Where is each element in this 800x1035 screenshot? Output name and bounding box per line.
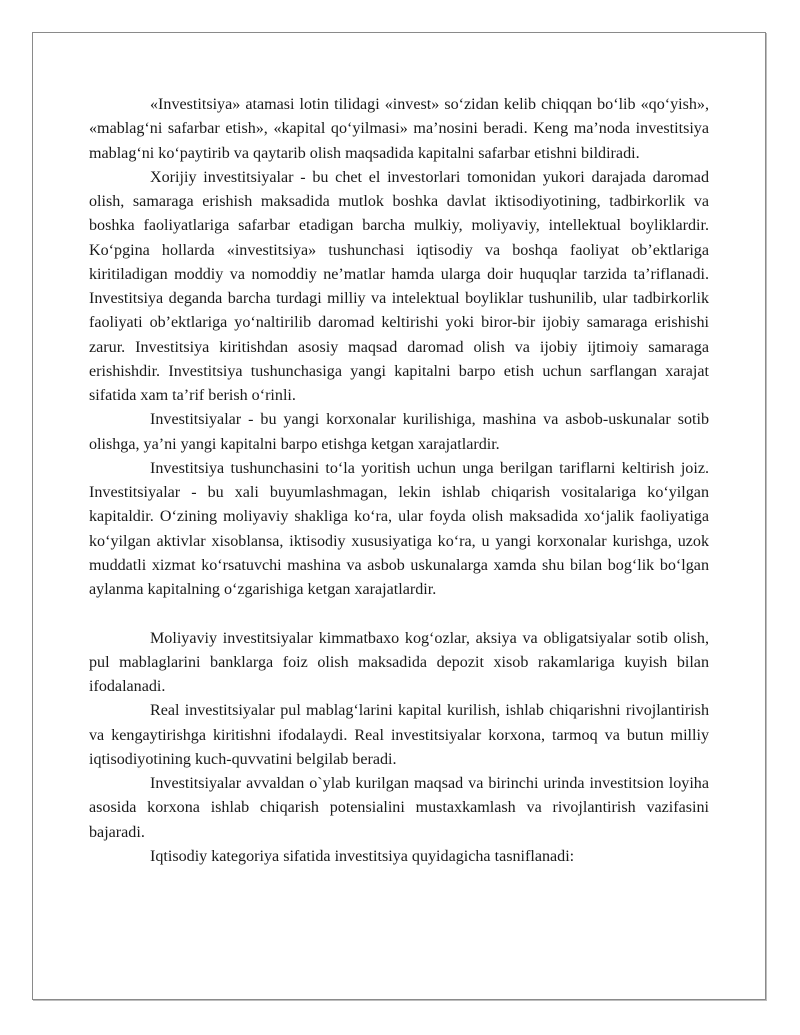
document-page (32, 32, 766, 1000)
paragraph-real-investments: Real investitsiyalar pul mablag‘larini kapital kurilish, ishlab chiqarishni rivojlantirish va kengaytirishga kiritishni ifodalaydi. Real investitsiyalar korxona, tarmoq va butun milliy iqtisodiyotining kuch-quvvatini belgilab beradi. (89, 702, 709, 768)
paragraph-investments-expenses: Investitsiyalar - bu yangi korxonalar kurilishiga, mashina va asbob-uskunalar sotib olishga, ya’ni yangi kapitalni barpo etishga ketgan xarajatlardir. (89, 411, 709, 453)
paragraph-investitsiya-definition: «Investitsiya» atamasi lotin tilidagi «invest» so‘zidan kelib chiqqan bo‘lib «qo‘yish», «mablag‘ni safarbar etish», «kapital qo‘yilmasi» ma’nosini beradi. Keng ma’noda investitsiya mablag‘ni ko‘paytirib va qaytarib olish maqsadida kapitalni safarbar etishni bildiradi. (89, 96, 709, 162)
paragraph-investment-concept: Investitsiya tushunchasini to‘la yoritish uchun unga berilgan tariflarni keltirish joiz. Investitsiyalar - bu xali buyumlashmagan, lekin ishlab chiqarish vositalariga ko‘yilgan kapitaldir. O‘zining moliyaviy shakliga ko‘ra, ular foyda olish maksadida xo‘jalik faoliyatiga ko‘yilgan aktivlar xisoblansa, iktisodiy xususiyatiga ko‘ra, u yangi korxonalar kurishga, uzok muddatli xizmat ko‘rsatuvchi mashina va asbob uskunalarga xamda shu bilan bog‘lik bo‘lgan aylanma kapitalning o‘zgarishiga ketgan xarajatlardir. (89, 459, 709, 598)
paragraph-foreign-investments: Xorijiy investitsiyalar - bu chet el investorlari tomonidan yukori darajada daromad olish, samaraga erishish maksadida mutlok boshka davlat iktisodiyotining, tadbirkorlik va boshka faoliyatlariga safarbar etadigan barcha mulkiy, moliyaviy, intellektual boyliklardir. Ko‘pgina hollarda «investitsiya» tushunchasi iqtisodiy va boshqa faoliyat ob’ektlariga kiritiladigan moddiy va nomoddiy ne’matlar hamda ularga doir huquqlar tarzida ta’riflanadi. Investitsiya deganda barcha turdagi milliy va intelektual boyliklar tushunilib, ular tadbirkorlik faoliyati ob’ektlariga yo‘naltirilib daromad keltirishi yoki biror-bir ijobiy samaraga erishishi zarur. Investitsiya kiritishdan asosiy maqsad daromad olish va ijobiy ijtimoiy samaraga erishishdir. Investitsiya tushunchasiga yangi kapitalni barpo etish uchun sarflangan xarajat sifatida xam ta’rif berish o‘rinli. (89, 168, 709, 404)
paragraph-classification-intro: Iqtisodiy kategoriya sifatida investitsiya quyidagicha tasniflanadi: (150, 847, 575, 865)
paragraph-financial-investments: Moliyaviy investitsiyalar kimmatbaxo kog‘ozlar, aksiya va obligatsiyalar sotib olish, pul mablaglarini banklarga foiz olish maksadida depozit xisob rakamlariga kuyish bilan ifodalanadi. (89, 629, 709, 695)
page-body (89, 93, 709, 869)
blank-line (89, 602, 709, 626)
paragraph-investment-purpose: Investitsiyalar avvaldan o`ylab kurilgan maqsad va birinchi urinda investitsion loyiha asosida korxona ishlab chiqarish potensialini mustaxkamlash va rivojlantirish vazifasini bajaradi. (89, 775, 709, 841)
